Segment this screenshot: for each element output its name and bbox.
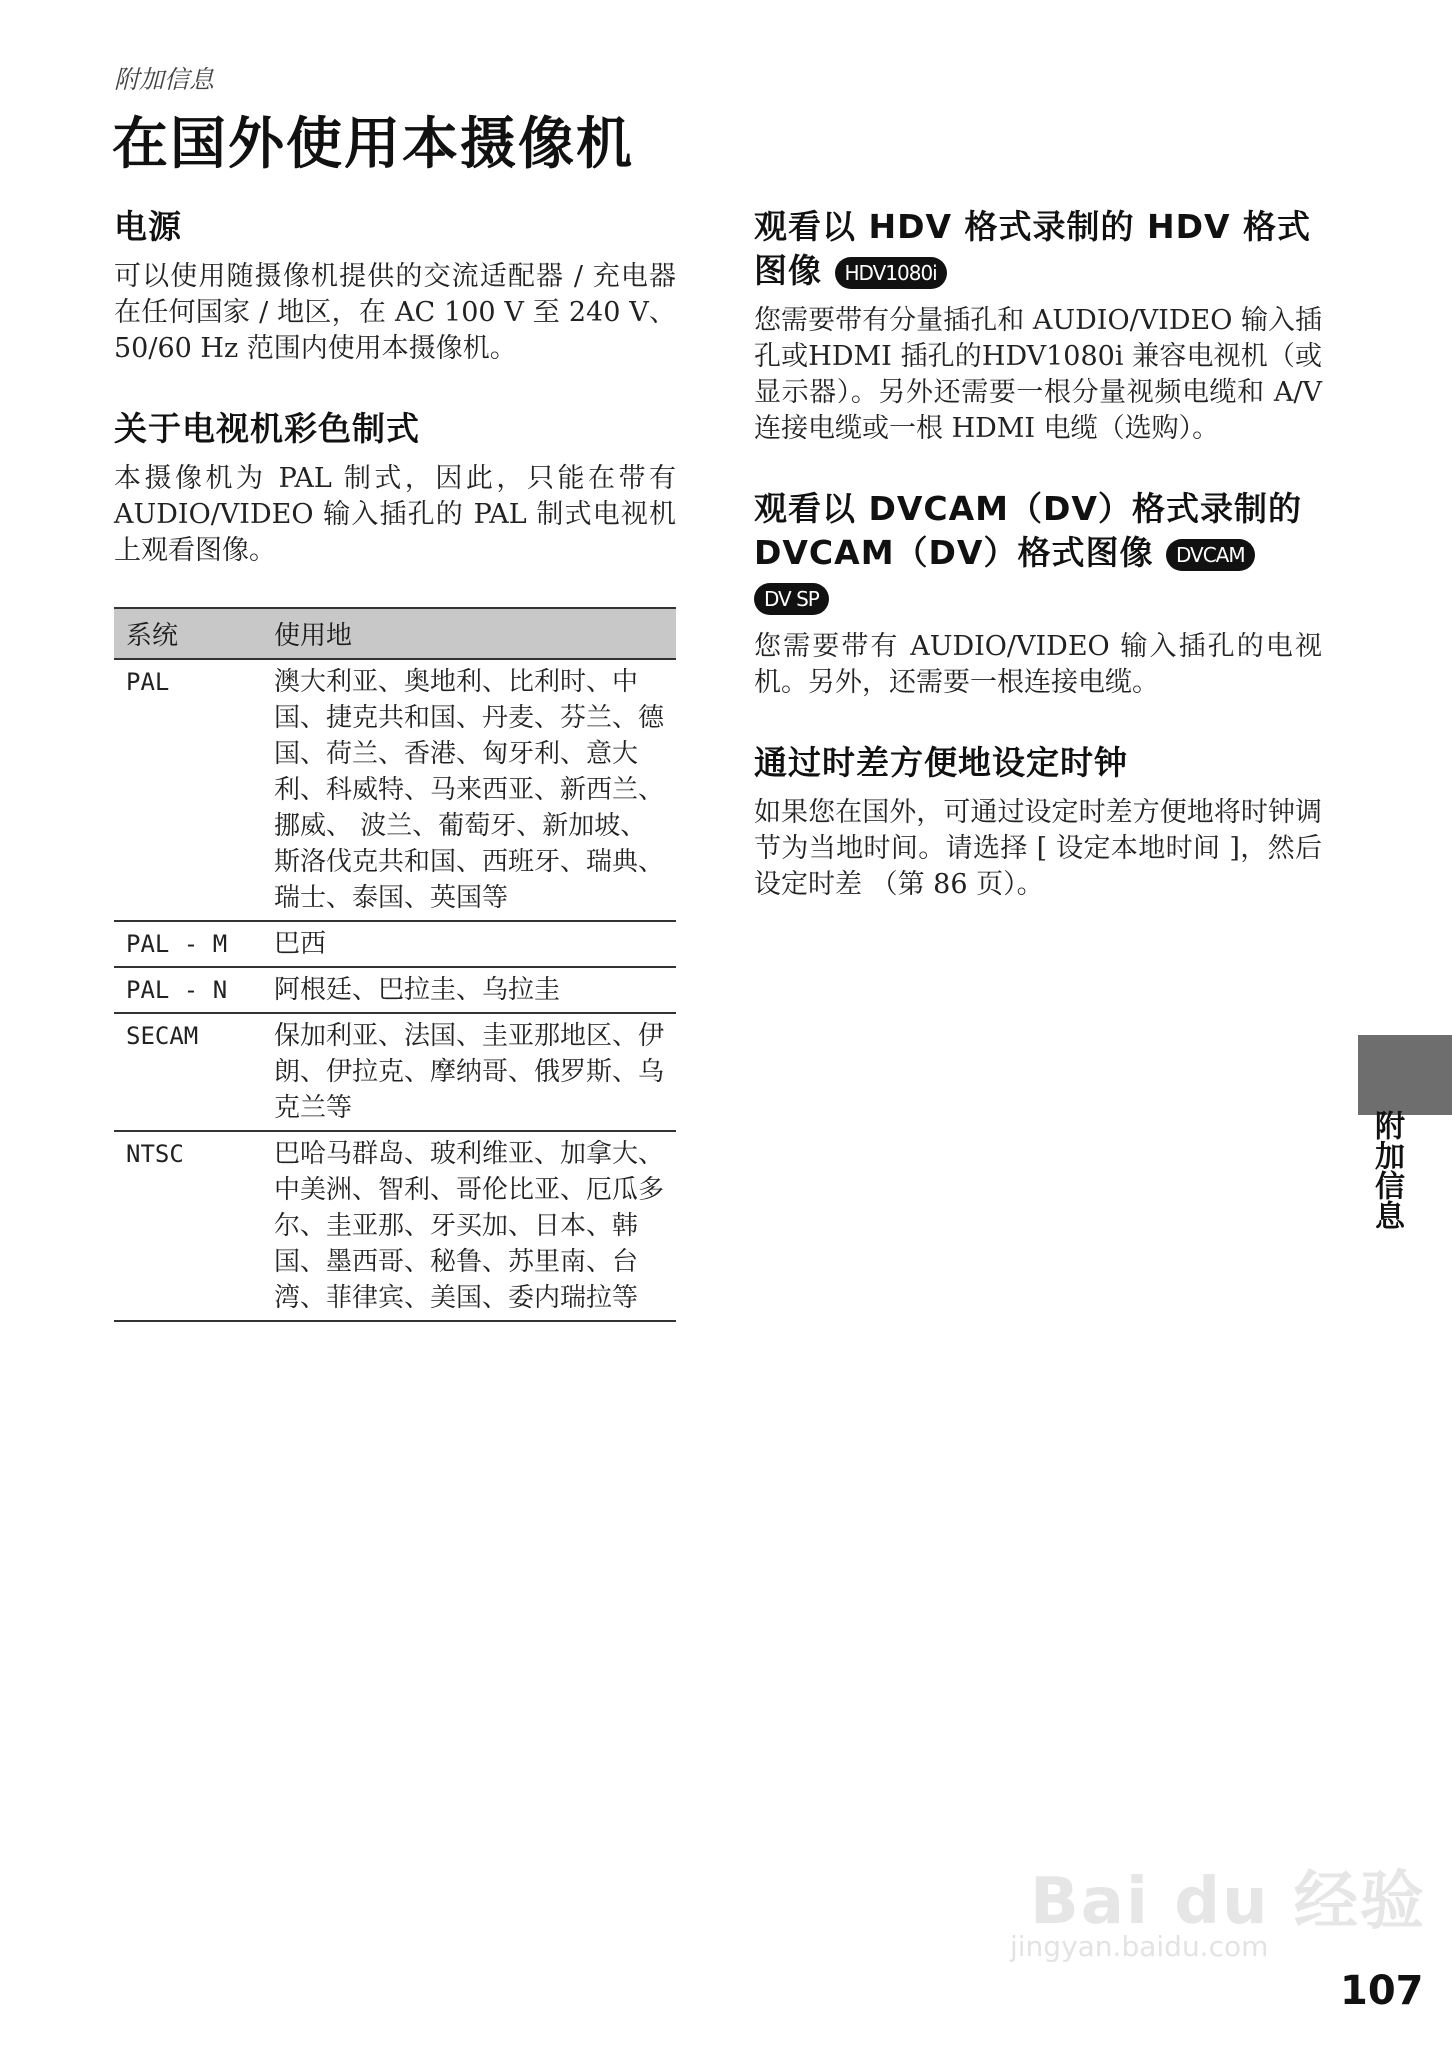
right-column	[754, 205, 1322, 903]
tv-system-text: 本摄像机为 PAL 制式，因此，只能在带有 AUDIO/VIDEO 输入插孔的 PAL 制式电视机上观看图像。	[114, 463, 676, 566]
table-row	[114, 659, 676, 921]
page-number: 107	[1340, 1968, 1424, 2014]
section-kicker: 附加信息	[114, 65, 215, 94]
tv-system-heading: 关于电视机彩色制式	[114, 409, 420, 448]
page-title: 在国外使用本摄像机	[112, 112, 634, 177]
system-cell: SECAM	[114, 1013, 262, 1131]
clock-heading: 通过时差方便地设定时钟	[754, 743, 1128, 782]
col-system-header: 系统	[114, 608, 262, 659]
table-row	[114, 967, 676, 1013]
dvcam-badge-icon: DVCAM	[1166, 539, 1255, 571]
system-cell: NTSC	[114, 1131, 262, 1321]
region-cell: 澳大利亚、奥地利、比利时、中国、捷克共和国、丹麦、芬兰、德国、荷兰、香港、匈牙利、意大利、科威特、马来西亚、新西兰、挪威、 波兰、葡萄牙、新加坡、斯洛伐克共和国、西班牙、瑞典、瑞士、泰国、英国等	[262, 659, 676, 921]
col-region-header: 使用地	[262, 608, 676, 659]
system-cell: PAL - M	[114, 921, 262, 967]
region-cell: 巴西	[262, 921, 676, 967]
side-tab-label: 附加信息	[1369, 1110, 1404, 1230]
region-cell: 阿根廷、巴拉圭、乌拉圭	[262, 967, 676, 1013]
dvcam-heading-text: 观看以 DVCAM（DV）格式录制的 DVCAM（DV）格式图像	[754, 489, 1302, 572]
hdv-text: 您需要带有分量插孔和 AUDIO/VIDEO 输入插孔或HDMI 插孔的HDV1080i 兼容电视机（或显示器）。另外还需要一根分量视频电缆和 A/V 连接电缆或一根 HDMI 电缆（选购）。	[754, 305, 1322, 444]
hdv-heading-text: 观看以 HDV 格式录制的 HDV 格式图像	[754, 207, 1312, 290]
dvcam-text: 您需要带有 AUDIO/VIDEO 输入插孔的电视机。另外，还需要一根连接电缆。	[754, 631, 1322, 698]
region-cell: 保加利亚、法国、圭亚那地区、伊朗、伊拉克、摩纳哥、俄罗斯、乌克兰等	[262, 1013, 676, 1131]
table-row	[114, 1013, 676, 1131]
left-column	[114, 205, 676, 1322]
table-row	[114, 1131, 676, 1321]
system-cell: PAL - N	[114, 967, 262, 1013]
table-header-row	[114, 608, 676, 659]
watermark-url: jingyan.baidu.com	[1010, 1930, 1269, 1963]
region-cell: 巴哈马群岛、玻利维亚、加拿大、中美洲、智利、哥伦比亚、厄瓜多尔、圭亚那、牙买加、日本、韩国、墨西哥、秘鲁、苏里南、台湾、菲律宾、美国、委内瑞拉等	[262, 1131, 676, 1321]
watermark-logo: Bai du 经验	[1030, 1865, 1426, 1939]
clock-text: 如果您在国外，可通过设定时差方便地将时钟调节为当地时间。请选择 [ 设定本地时间 ]，然后设定时差 （第 86 页）。	[754, 797, 1322, 900]
power-text: 可以使用随摄像机提供的交流适配器 / 充电器在任何国家 / 地区，在 AC 100 V 至 240 V、50/60 Hz 范围内使用本摄像机。	[114, 261, 676, 364]
side-tab-marker	[1358, 1035, 1452, 1115]
system-cell: PAL	[114, 659, 262, 921]
power-heading: 电源	[114, 207, 182, 246]
dvcam-heading	[754, 487, 1322, 619]
color-system-table	[114, 607, 676, 1322]
hdv1080i-badge-icon: HDV1080i	[835, 257, 947, 289]
table-row	[114, 921, 676, 967]
dv-sp-badge-icon: DV SP	[754, 583, 829, 615]
hdv-heading	[754, 205, 1322, 293]
